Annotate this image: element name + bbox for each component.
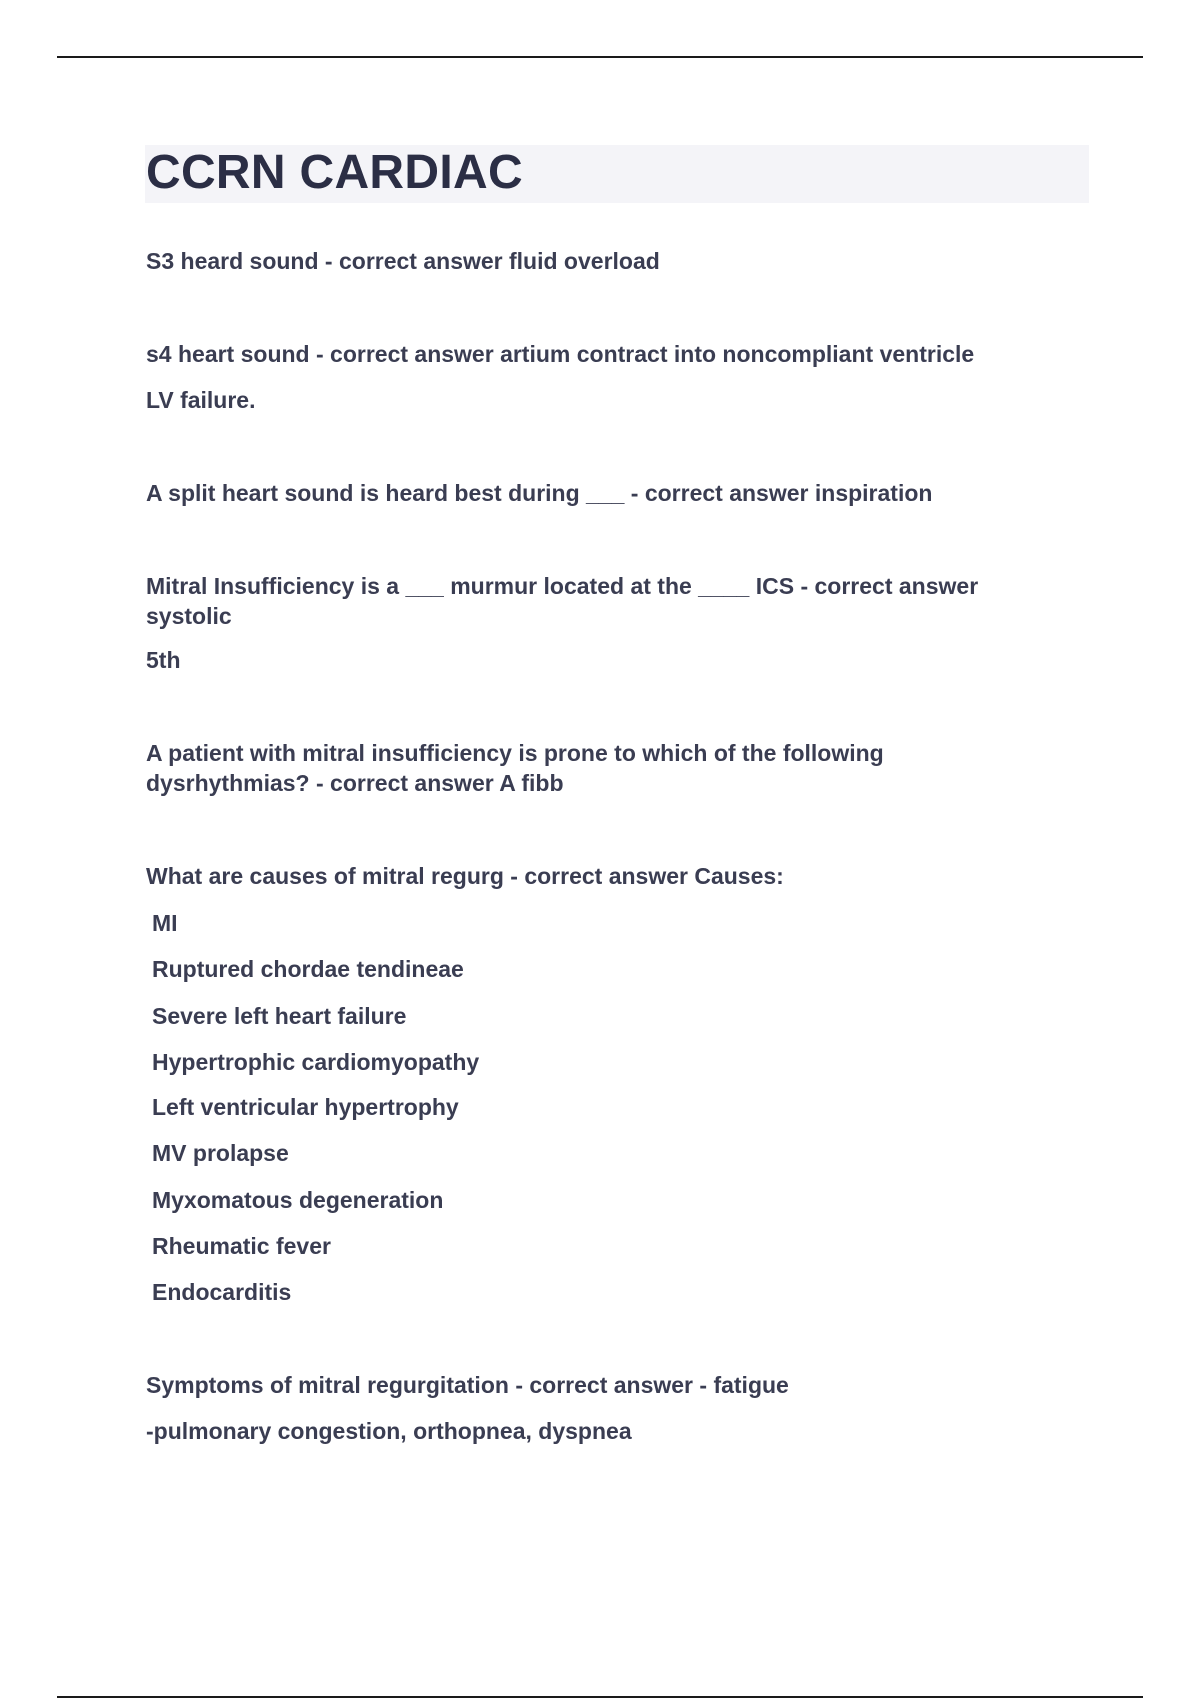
qa-line: systolic bbox=[146, 603, 232, 629]
bottom-divider bbox=[57, 1696, 1143, 1698]
qa-line: A patient with mitral insufficiency is prone to which of the following bbox=[146, 740, 884, 766]
qa-line: s4 heart sound - correct answer artium contract into noncompliant ventricle bbox=[146, 341, 975, 367]
list-item: Rheumatic fever bbox=[152, 1233, 331, 1259]
list-item: MV prolapse bbox=[152, 1140, 289, 1166]
qa-line: What are causes of mitral regurg - correct answer Causes: bbox=[146, 863, 784, 889]
qa-line: dysrhythmias? - correct answer A fibb bbox=[146, 770, 564, 796]
qa-line: Symptoms of mitral regurgitation - correct answer - fatigue bbox=[146, 1372, 789, 1398]
list-item: Hypertrophic cardiomyopathy bbox=[152, 1049, 480, 1075]
list-item: Left ventricular hypertrophy bbox=[152, 1094, 459, 1120]
list-item: MI bbox=[152, 910, 178, 936]
qa-line: A split heart sound is heard best during ___ - correct answer inspiration bbox=[146, 480, 933, 506]
list-item: Myxomatous degeneration bbox=[152, 1187, 444, 1213]
document-title: CCRN CARDIAC bbox=[146, 146, 523, 199]
qa-line: 5th bbox=[146, 647, 181, 673]
qa-line: S3 heard sound - correct answer fluid overload bbox=[146, 248, 660, 274]
list-item: Endocarditis bbox=[152, 1279, 292, 1305]
qa-line: -pulmonary congestion, orthopnea, dyspnea bbox=[146, 1418, 632, 1444]
qa-line: Mitral Insufficiency is a ___ murmur located at the ____ ICS - correct answer bbox=[146, 573, 979, 599]
top-divider bbox=[57, 56, 1143, 58]
list-item: Severe left heart failure bbox=[152, 1003, 407, 1029]
qa-line: LV failure. bbox=[146, 387, 256, 413]
list-item: Ruptured chordae tendineae bbox=[152, 956, 464, 982]
